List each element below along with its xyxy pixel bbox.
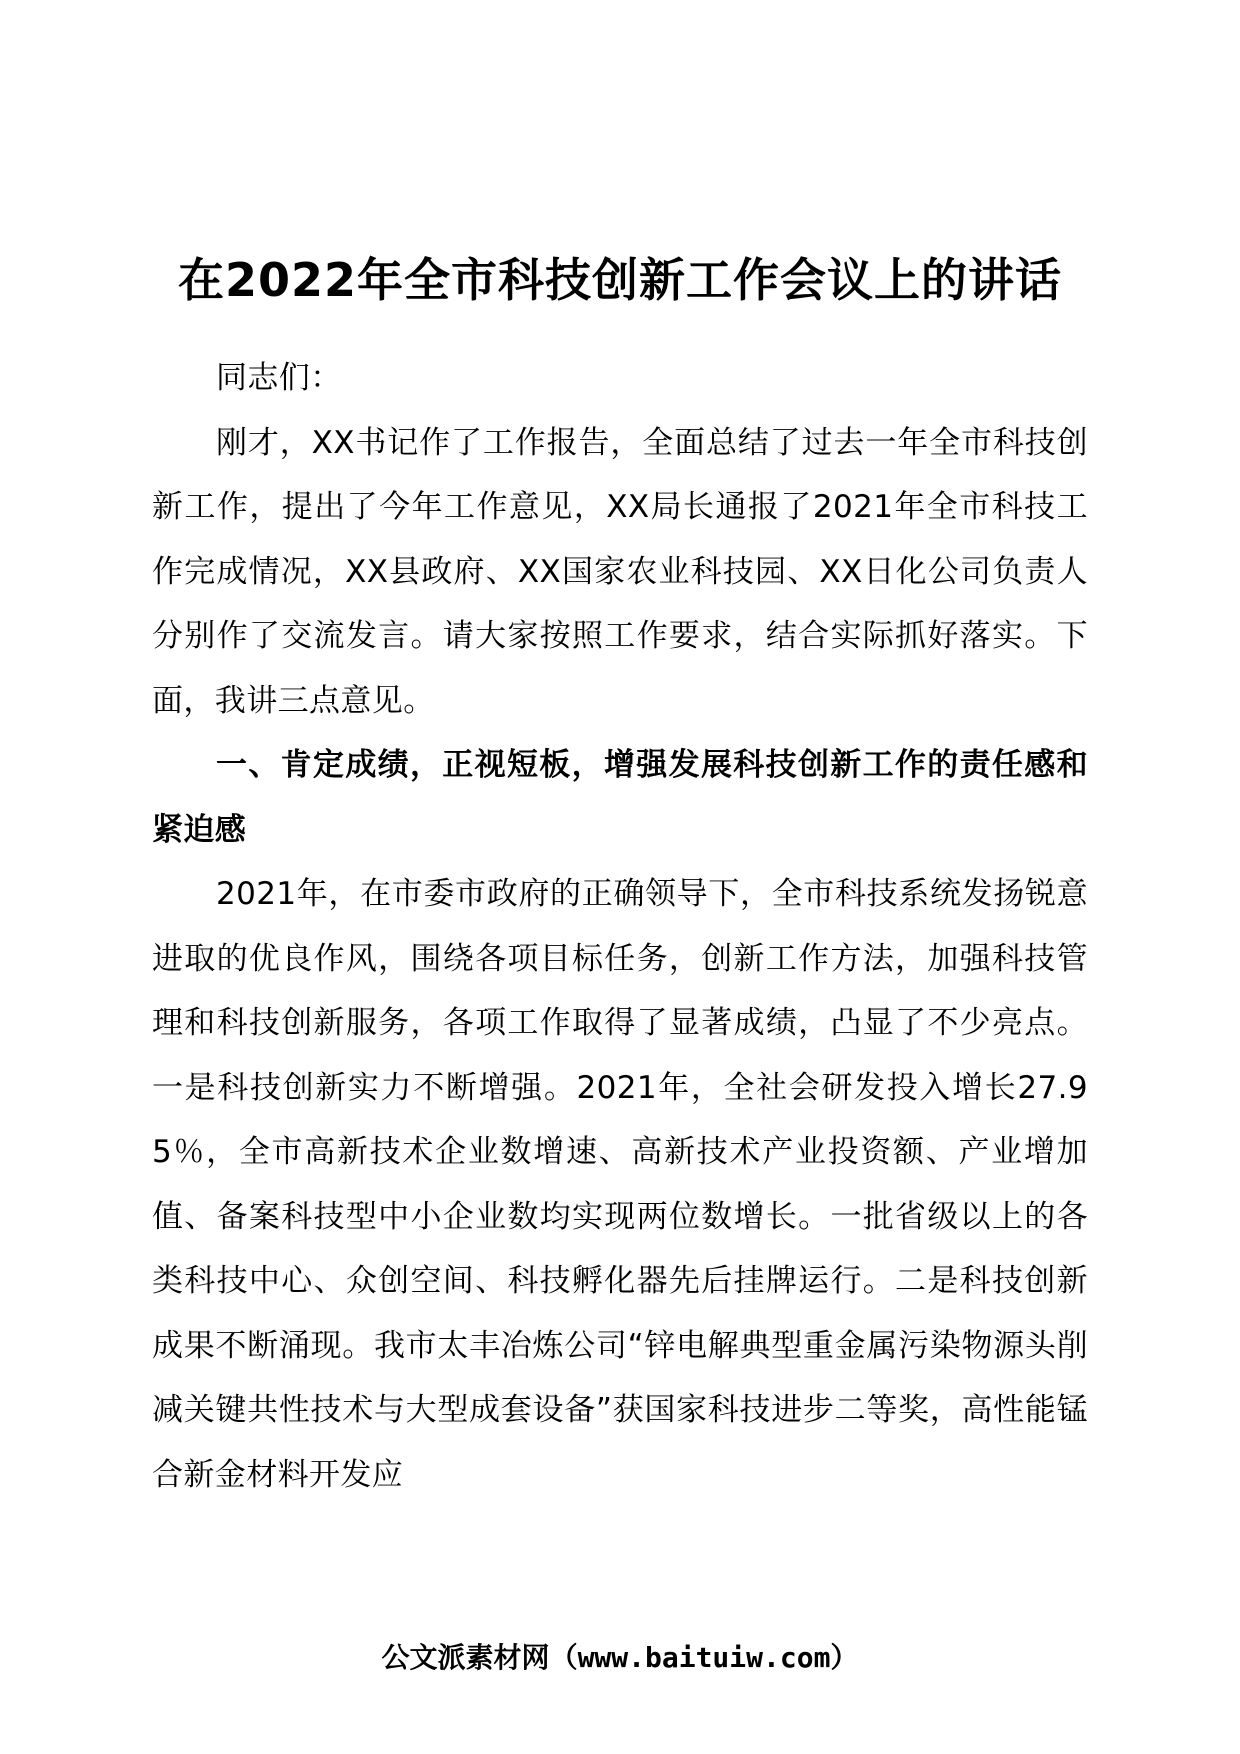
salutation: 同志们： <box>216 360 342 396</box>
footer-url: （www.baituiw.com） <box>549 1641 859 1674</box>
footer-watermark <box>0 1638 1240 1678</box>
document-body <box>152 346 1088 1507</box>
paragraph-intro: 刚才，XX书记作了工作报告，全面总结了过去一年全市科技创新工作，提出了今年工作意见，XX局长通报了2021年全市科技工作完成情况，XX县政府、XX国家农业科技园、XX日化公司负责人分别作了交流发言。请大家按照工作要求，结合实际抓好落实。下面，我讲三点意见。 <box>152 424 1088 719</box>
paragraph-achievements: 2021年，在市委市政府的正确领导下，全市科技系统发扬锐意进取的优良作风，围绕各项目标任务，创新工作方法，加强科技管理和科技创新服务，各项工作取得了显著成绩，凸显了不少亮点。一是科技创新实力不断增强。2021年，全社会研发投入增长27.95％，全市高新技术企业数增速、高新技术产业投资额、产业增加值、备案科技型中小企业数均实现两位数增长。一批省级以上的各类科技中心、众创空间、科技孵化器先后挂牌运行。二是科技创新成果不断涌现。我市太丰冶炼公司“锌电解典型重金属污染物源头削减关键共性技术与大型成套设备”获国家科技进步二等奖，高性能锰合新金材料开发应 <box>152 876 1088 1493</box>
document-title: 在2022年全市科技创新工作会议上的讲话 <box>177 253 1063 307</box>
footer-site-name: 公文派素材网 <box>381 1641 550 1674</box>
section-heading-1: 一、肯定成绩，正视短板，增强发展科技创新工作的责任感和紧迫感 <box>152 747 1088 848</box>
